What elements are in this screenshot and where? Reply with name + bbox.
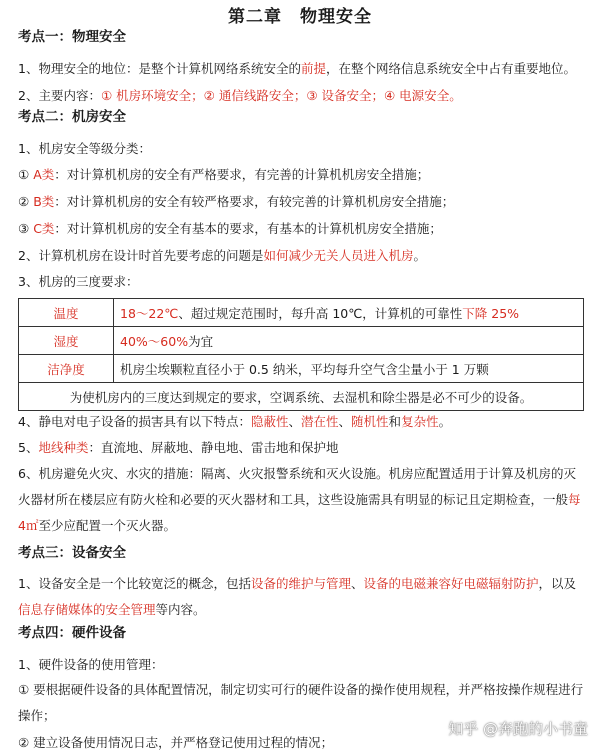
s2-paragraph-1: 1、机房安全等级分类： [18, 141, 151, 156]
text: 至少应配置一个灭火器。 [38, 518, 176, 533]
table-row [19, 299, 584, 327]
highlight: 40%～60% [120, 333, 189, 349]
highlight: C类 [33, 221, 55, 236]
row-label-humidity: 湿度 [19, 327, 114, 355]
highlight: 设备的电磁兼容好电磁辐射防护 [363, 576, 539, 591]
highlight: ① 机房环境安全；② 通信线路安全；③ 设备安全；④ 电源安全。 [100, 88, 462, 103]
highlight: 地线种类 [38, 440, 89, 455]
table-row [19, 355, 584, 383]
text: 为宜 [188, 333, 214, 349]
s2-class-c [18, 220, 590, 238]
highlight: 信息存储媒体的安全管理 [18, 602, 156, 617]
s2-paragraph-3: 3、机房的三度要求： [18, 274, 139, 289]
text: 。 [438, 414, 452, 429]
s4-paragraph-3: ② 建立设备使用情况日志，并严格登记使用过程的情况； [18, 735, 334, 750]
three-degree-table [18, 298, 584, 411]
row-label-temperature: 温度 [19, 299, 114, 327]
s1-paragraph-2 [18, 87, 590, 105]
highlight: 潜在性 [301, 414, 339, 429]
marker: ① [18, 167, 34, 182]
s2-paragraph-2 [18, 247, 590, 265]
highlight: 每 4㎡ [18, 492, 581, 533]
text: 和 [388, 414, 402, 429]
s2-class-a [18, 166, 590, 184]
text: ：对计算机机房的安全有严格要求，有完善的计算机机房安全措施； [54, 167, 430, 182]
table-row [19, 327, 584, 355]
s4-paragraph-1: 1、硬件设备的使用管理： [18, 657, 164, 672]
highlight: 如何减少无关人员进入机房 [263, 248, 414, 263]
highlight: 下降 25% [462, 305, 520, 321]
section-heading-2: 考点二：机房安全 [18, 109, 126, 125]
text: 、 [338, 414, 352, 429]
highlight: A类 [33, 167, 55, 182]
s2-paragraph-5 [18, 439, 590, 457]
table-row [19, 383, 584, 411]
highlight: 18～22℃ [120, 305, 179, 321]
row-label-cleanliness: 洁净度 [19, 355, 114, 383]
text: 、 [288, 414, 301, 429]
highlight: 隐蔽性 [250, 414, 289, 429]
watermark: 知乎 @奔跑的小书童 [448, 720, 588, 738]
table-cell [114, 327, 584, 355]
text: 、 [350, 576, 364, 591]
s4-paragraph-2: ① 要根据硬件设备的具体配置情况，制定切实可行的硬件设备的操作使用规程，并严格按操作规程进行操作； [18, 682, 584, 723]
s2-paragraph-4 [18, 413, 590, 431]
chapter-title: 第二章 物理安全 [228, 7, 372, 27]
text: 1、物理安全的地位：是整个计算机网络系统安全的 [18, 61, 301, 76]
section-heading-3: 考点三：设备安全 [18, 545, 126, 561]
highlight: 随机性 [351, 414, 389, 429]
text: 。 [413, 248, 426, 263]
text: 、超过规定范围时，每升高 10℃，计算机的可靠性 [178, 305, 463, 321]
table-cell: 机房尘埃颗粒直径小于 0.5 纳米，平均每升空气含尘量小于 1 万颗 [114, 355, 584, 383]
text: ：直流地、屏蔽地、静电地、雷击地和保护地 [88, 440, 339, 455]
table-cell [114, 299, 584, 327]
s1-paragraph-1 [18, 60, 590, 78]
s2-paragraph-6 [18, 461, 584, 539]
highlight: 设备的维护与管理 [250, 576, 351, 591]
text: ，以及 [538, 576, 577, 591]
text: 4、静电对电子设备的损害具有以下特点： [18, 414, 251, 429]
s2-class-b [18, 193, 590, 211]
text: 2、主要内容： [18, 88, 101, 103]
section-heading-4: 考点四：硬件设备 [18, 625, 126, 641]
section-heading-1: 考点一：物理安全 [18, 29, 126, 45]
text: 6、机房避免火灾、水灾的措施：隔离、火灾报警系统和灭火设施。机房应配置适用于计算及机房的灭火器材所在楼层应有防火栓和必要的灭火器材和工具，这些设施需具有明显的标记且定期检查，一般 [18, 466, 576, 507]
highlight: 复杂性 [401, 414, 439, 429]
highlight: 前提 [300, 61, 326, 76]
text: 5、 [18, 440, 39, 455]
marker: ② [18, 194, 34, 209]
marker: ③ [18, 221, 34, 236]
text: 等内容。 [155, 602, 206, 617]
text: 2、计算机机房在设计时首先要考虑的问题是 [18, 248, 264, 263]
highlight: B类 [33, 194, 55, 209]
text: ：对计算机机房的安全有基本的要求，有基本的计算机机房安全措施； [54, 221, 442, 236]
text: ，在整个网络信息系统安全中占有重要地位。 [325, 61, 576, 76]
text: ：对计算机机房的安全有较严格要求，有较完善的计算机机房安全措施； [54, 194, 455, 209]
text: 1、设备安全是一个比较宽泛的概念，包括 [18, 576, 251, 591]
table-note: 为使机房内的三度达到规定的要求，空调系统、去湿机和除尘器是必不可少的设备。 [19, 383, 584, 411]
s3-paragraph-1 [18, 571, 584, 623]
